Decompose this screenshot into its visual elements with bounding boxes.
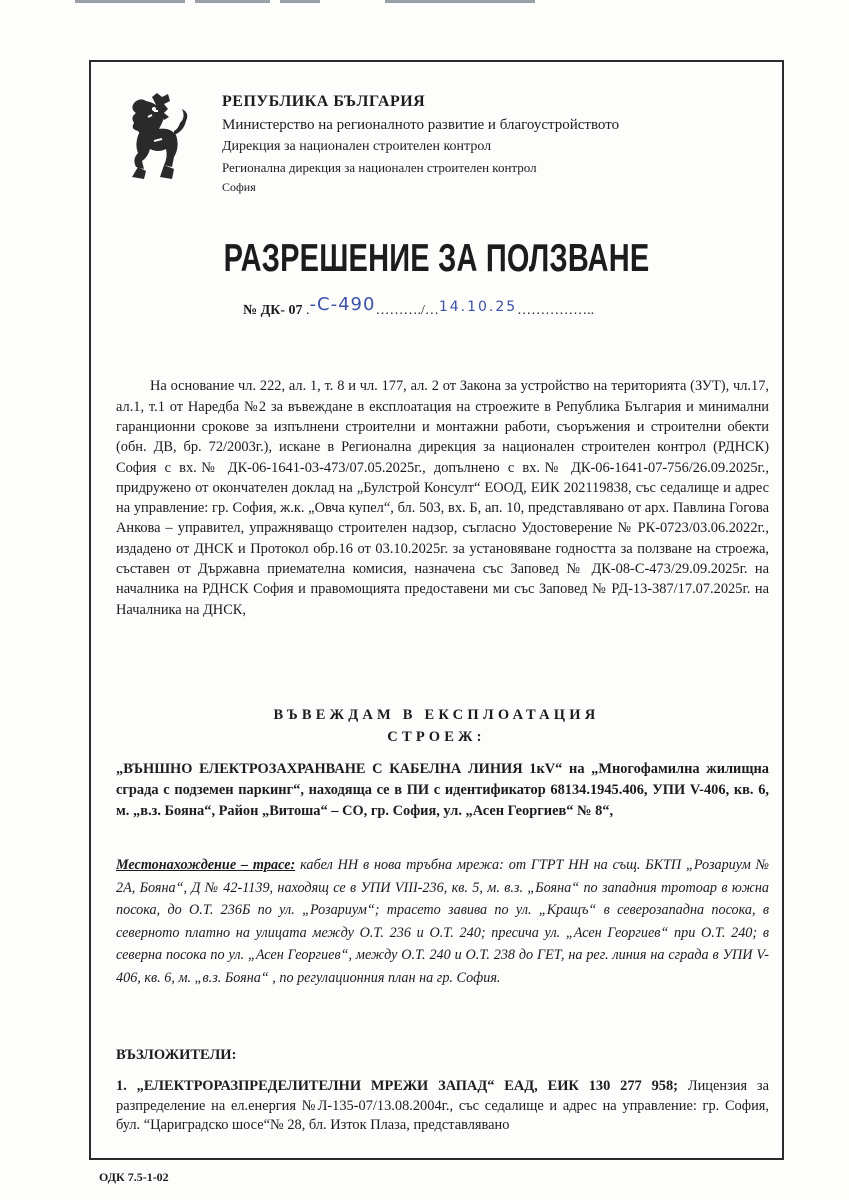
- document-number-line: [243, 294, 595, 319]
- scan-edge-mark: [195, 0, 270, 3]
- location-paragraph: [116, 854, 769, 989]
- directorate-name: Дирекция за национален строителен контрол: [222, 139, 492, 154]
- assignor-text: Лицензия за разпределение на ел.енергия №Л-135-07/13.08.2004г., със седалище и адрес на управление: гр. София, бул. “Цариградско шосе“№ 28, бл. Изток Плаза, представлявано: [116, 1078, 770, 1133]
- bulgarian-lion-crest-icon: [124, 91, 194, 183]
- handwritten-date: 14.10.25: [438, 299, 518, 315]
- city-name: София: [222, 180, 256, 194]
- assignors-heading: ВЪЗЛОЖИТЕЛИ:: [116, 1047, 237, 1063]
- scan-edge-mark: [75, 0, 185, 3]
- regional-directorate-name: Регионална дирекция за национален строителен контрол: [222, 160, 537, 175]
- site-description: „ВЪНШНО ЕЛЕКТРОЗАХРАНВАНЕ С КАБЕЛНА ЛИНИЯ 1кV“ на „Многофамилна жилищна сграда с подземен паркинг“, находяща се в ПИ с идентификатор 68134.1945.406, УПИ V-406, кв. 6, м. „в.з. Бояна“, Район „Витоша“ – СО, гр. София, ул. „Асен Георгиев“ № 8“,: [116, 761, 769, 819]
- scan-edge-mark: [280, 0, 320, 3]
- handwritten-number: -С-490: [309, 294, 376, 315]
- dotted-fill: .: [306, 303, 310, 318]
- form-code: ОДК 7.5-1-02: [99, 1170, 169, 1184]
- assignor-item: [116, 1077, 769, 1136]
- dotted-fill: ………./…: [375, 303, 439, 318]
- country-name: РЕПУБЛИКА БЪЛГАРИЯ: [222, 93, 426, 110]
- document-number-prefix: № ДК- 07: [243, 303, 303, 318]
- decision-subheading: СТРОЕЖ:: [387, 729, 486, 745]
- location-label: Местонахождение – трасе:: [116, 857, 296, 873]
- legal-basis-paragraph: На основание чл. 222, ал. 1, т. 8 и чл. 177, ал. 2 от Закона за устройство на територията (ЗУТ), чл.17, ал.1, т.1 от Наредба №2 за въвеждане в експлоатация на строежите в Република България и минимални гаранционни срокове за изпълнени строителни и монтажни работи, съоръжения и строителни обекти (обн. ДВ, бр. 72/2003г.), искане в Регионална дирекция за национален строителен контрол (РДНСК) София с вх.№ ДК-06-1641-03-473/07.05.2025г., допълнено с вх.№ ДК-06-1641-07-756/26.09.2025г., придружено от окончателен доклад на „Булстрой Консулт“ ЕООД, ЕИК 202119838, със седалище и адрес на управление: гр. София, ж.к. „Овча купел“, бл. 503, вх. Б, ап. 10, представлявано от арх. Павлина Гогова Анкова – управител, упражняващо строителен надзор, съгласно Удостоверение № РК-0723/03.06.2022г., издадено от ДНСК и Протокол обр.16 от 03.10.2025г. за установяване годността за ползване на строежа, съставен от Държавна приемателна комисия, назначена със Заповед № ДК-08-С-473/29.09.2025г. на началника на РДНСК София и правомощията предоставени ми със Заповед № РД-13-387/17.07.2025г. на Началника на ДНСК,: [116, 378, 769, 618]
- document-frame: [89, 60, 784, 1160]
- ministry-name: Министерство на регионалното развитие и благоустройството: [222, 117, 620, 133]
- scan-edge-mark: [385, 0, 535, 3]
- assignor-lead: 1. „ЕЛЕКТРОРАЗПРЕДЕЛИТЕЛНИ МРЕЖИ ЗАПАД“ ЕАД, ЕИК 130 277 958;: [116, 1078, 678, 1094]
- document-title: РАЗРЕШЕНИЕ ЗА ПОЛЗВАНЕ: [223, 237, 650, 281]
- dotted-fill: ……………..: [517, 303, 595, 318]
- location-text: кабел НН в нова тръбна мрежа: от ГТРТ НН на същ. БКТП „Розариум № 2А, Бояна“, Д № 42-1139, находящ се в УПИ VIII-236, кв. 5, м. в.з. „Бояна“ по западния тротоар в южна посока, до О.Т. 236Б по ул. „Розариум“; трасето завива по ул. „Кращъ“ в северозападна посока, в северното платно на улицата между О.Т. 236 и О.Т. 240; пресича ул. „Асен Георгиев“ при О.Т. 240; в северна посока по ул. „Асен Георгиев“, между О.Т. 240 и О.Т. 238 до ГЕТ, на рег. линия на сграда в УПИ V-406, кв. 6, м. „в.з. Бояна“ , по регулационния план на гр. София.: [116, 857, 769, 986]
- issuer-header: [222, 92, 762, 197]
- decision-heading: ВЪВЕЖДАМ В ЕКСПЛОАТАЦИЯ: [273, 707, 600, 723]
